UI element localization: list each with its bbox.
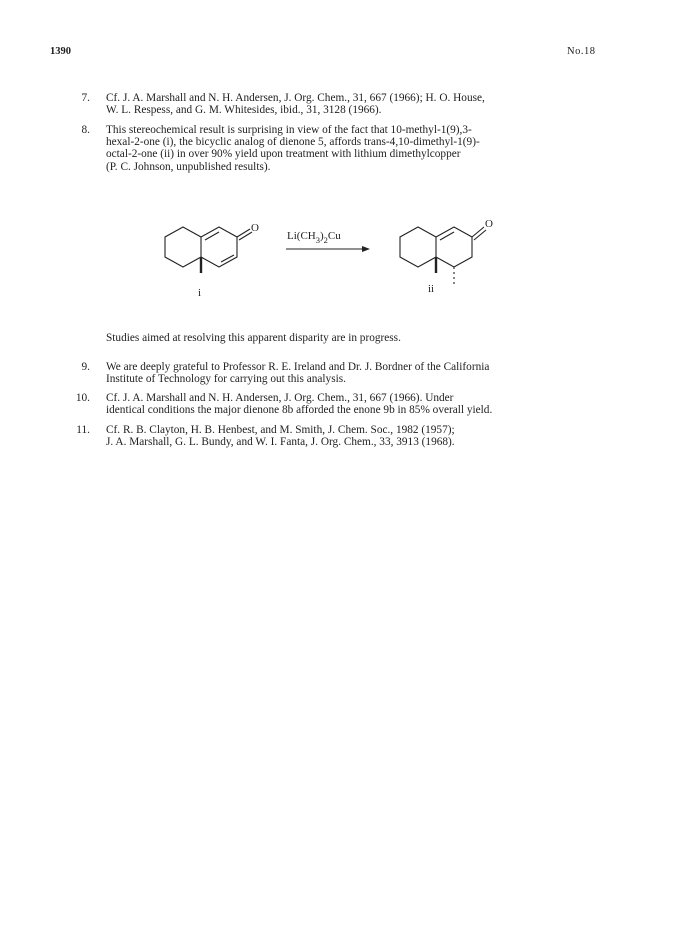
footnote-number: 10. — [75, 392, 90, 404]
carbonyl-bond — [237, 229, 250, 237]
reaction-scheme — [0, 205, 680, 315]
oxygen-label: O — [485, 218, 493, 230]
footnote-number: 9. — [81, 361, 90, 373]
footnote-line: octal-2-one (ii) in over 90% yield upon treatment with lithium dimethylcopper — [106, 148, 461, 161]
double-bond — [221, 255, 234, 262]
ring-bond — [165, 227, 201, 267]
footnote-11 — [50, 424, 620, 448]
compound-ii-structure — [400, 227, 486, 287]
oxygen-label: O — [251, 222, 259, 234]
footnote-line: W. L. Respess, and G. M. Whitesides, ibid., 31, 3128 (1966). — [106, 104, 382, 117]
footnote-8 — [50, 124, 620, 173]
ring-bond — [436, 227, 472, 267]
footnote-line: This stereochemical result is surprising in view of the fact that 10-methyl-1(9),3- — [106, 124, 472, 136]
footnote-number: 11. — [76, 424, 90, 436]
compound-label-ii: ii — [428, 283, 435, 295]
footnote-line: Institute of Technology for carrying out this analysis. — [106, 373, 346, 386]
footnote-line: hexal-2-one (i), the bicyclic analog of dienone 5, affords trans-4,10-dimethyl-1(9)- — [106, 136, 480, 149]
journal-issue: No.18 — [567, 46, 596, 57]
page-number: 1390 — [50, 46, 71, 57]
compound-i-structure — [165, 227, 252, 273]
reagent-label: $Li(CH_3)_2Cu$ — [287, 230, 341, 245]
footnote-number: 8. — [81, 124, 90, 136]
footnote-10 — [50, 392, 620, 416]
arrow-head — [362, 246, 370, 252]
footnote-line: J. A. Marshall, G. L. Bundy, and W. I. Fanta, J. Org. Chem., 33, 3913 (1968). — [106, 436, 455, 449]
footnote-number: 7. — [81, 92, 90, 104]
compound-label-i: i — [198, 287, 202, 299]
footnote-7 — [50, 92, 620, 116]
footnote-line: Cf. R. B. Clayton, H. B. Henbest, and M. Smith, J. Chem. Soc., 1982 (1957); — [106, 424, 455, 436]
footnote-line: Cf. J. A. Marshall and N. H. Andersen, J. Org. Chem., 31, 667 (1966). Under — [106, 392, 454, 404]
footnote-line: We are deeply grateful to Professor R. E. Ireland and Dr. J. Bordner of the California — [106, 361, 490, 373]
studies-text: Studies aimed at resolving this apparent disparity are in progress. — [106, 332, 401, 344]
carbonyl-bond — [474, 230, 486, 240]
footnote-9 — [50, 361, 620, 385]
carbonyl-bond — [472, 227, 484, 237]
footnote-line: (P. C. Johnson, unpublished results). — [106, 160, 271, 173]
footnote-line: Cf. J. A. Marshall and N. H. Andersen, J. Org. Chem., 31, 667 (1966); H. O. House, — [106, 92, 485, 104]
footnote-line: identical conditions the major dienone 8b afforded the enone 9b in 85% overall yield. — [106, 404, 493, 417]
ring-bond — [201, 227, 237, 267]
ring-bond — [400, 227, 436, 267]
